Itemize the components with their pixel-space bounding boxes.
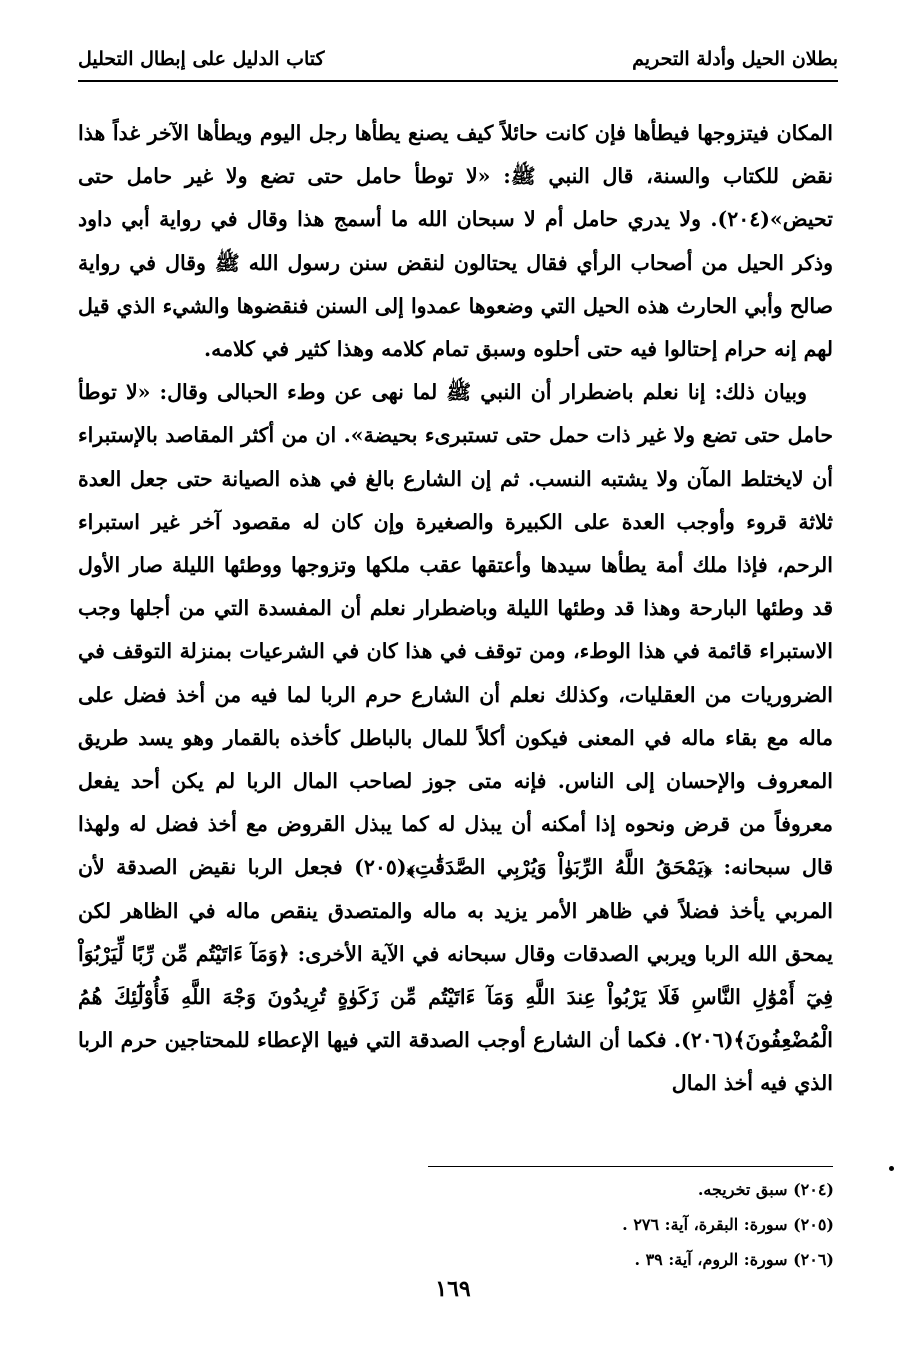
paragraph-2: وبيان ذلك: إنا نعلم باضطرار أن النبي ﷺ لما نهى عن وطء الحبالى وقال: «لا توطأ حامل حتى تضع ولا غير ذات حمل حتى تستبرىء بحيضة». ان من أكثر المقاصد بالإستبراء أن لايختلط المآن ولا يشتبه النسب. ثم إن الشارع بالغ في هذه الصيانة حتى جعل العدة ثلاثة قروء وأوجب العدة على الكبيرة والصغيرة وإن كان له مقصود آخر غير استبراء الرحم، فإذا ملك أمة يطأها سيدها وأعتقها عقب ملكها وتزوجها ووطئها الليلة صار الأول قد وطئها البارحة وهذا قد وطئها الليلة وباضطرار نعلم أن المفسدة التي من أجلها وجب الاستبراء قائمة في هذا الوطء، ومن توقف في هذا كان في الشرعيات بمنزلة التوقف في الضروريات من العقليات، وكذلك نعلم أن الشارع حرم الربا لما فيه من أخذ فضل على ماله مع بقاء ماله في المعنى فيكون أكلاً للمال بالباطل كأخذه بالقمار وهو يسد طريق المعروف والإحسان إلى الناس. فإنه متى جوز لصاحب المال الربا لم يكن أحد يفعل معروفاً من قرض ونحوه إذا أمكنه أن يبذل له كما يبذل القروض مع أخذ فضل له ولهذا قال سبحانه: ﴿يَمْحَقُ اللَّهُ الرِّبَوٰاْ وَيُرْبِي الصَّدَقَٰتِ﴾(٢٠٥) فجعل الربا نقيض الصدقة لأن المربي يأخذ فضلاً في ظاهر الأمر يزيد به ماله والمتصدق ينقص ماله في الظاهر لكن يمحق الله الربا ويربي الصدقات وقال سبحانه في الآية الأخرى: ﴿وَمَآ ءَاتَيْتُم مِّن رِّبًا لِّيَرْبُوَاْ فِيٓ أَمْوَٰلِ النَّاسِ فَلَا يَرْبُواْ عِندَ اللَّهِ وَمَآ ءَاتَيْتُم مِّن زَكَوٰةٍ تُرِيدُونَ وَجْهَ اللَّهِ فَأُوْلَٰٓئِكَ هُمُ الْمُضْعِفُونَ﴾(٢٠٦). فكما أن الشارع أوجب الصدقة التي فيها الإعطاء للمحتاجين حرم الربا الذي فيه أخذ المال: [78, 380, 834, 1096]
paragraph-1: المكان فيتزوجها فيطأها فإن كانت حائلاً كيف يصنع يطأها رجل اليوم ويطأها الآخر غداً هذا نقض للكتاب والسنة، قال النبي ﷺ: «لا توطأ حامل حتى تضع ولا غير حامل حتى تحيض»(٢٠٤). ولا يدري حامل أم لا سبحان الله ما أسمج هذا وقال في رواية أبي داود وذكر الحيل من أصحاب الرأي فقال يحتالون لنقض سنن رسول الله ﷺ وقال في رواية صالح وأبي الحارث هذه الحيل التي وضعوها عمدوا إلى السنن فنقضوها والشيء الذي قيل لهم إنه حرام إحتالوا فيه حتى أحلوه وسبق تمام كلامه وهذا كثير في كلامه.: [78, 121, 833, 362]
footnote-205: (٢٠٥) سورة: البقرة، آية: ٢٧٦ .: [622, 1215, 834, 1234]
header-divider: [78, 80, 838, 82]
header-left-title: كتاب الدليل على إبطال التحليل: [78, 48, 325, 70]
page-number: ١٦٩: [435, 1276, 471, 1302]
footnote-divider: [428, 1166, 833, 1167]
main-text: [78, 112, 833, 1106]
footnotes: [414, 1172, 834, 1277]
footnote-204: (٢٠٤) سبق تخريجه.: [697, 1180, 834, 1199]
header-right-title: بطلان الحيل وأدلة التحريم: [632, 48, 838, 70]
margin-dot: [889, 1166, 894, 1171]
footnote-206: (٢٠٦) سورة: الروم، آية: ٣٩ .: [634, 1250, 834, 1269]
running-header: [78, 40, 838, 80]
